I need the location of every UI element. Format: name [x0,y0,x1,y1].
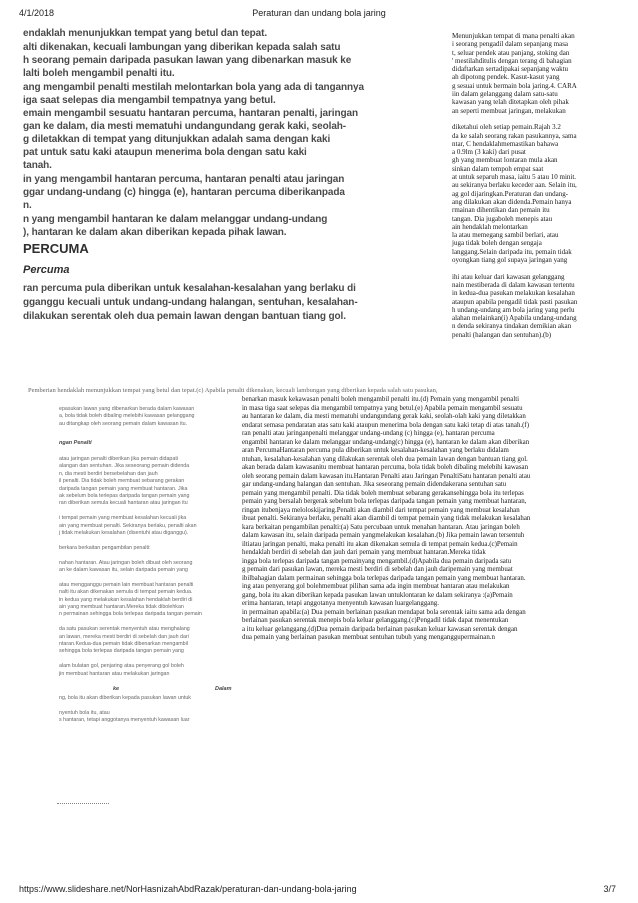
right-column-line [452,115,628,123]
thumbnail-line: ke [113,686,120,692]
right-column-line: nain mestiberada di dalam kawasan tertentu [452,280,575,289]
wide-text-line: in permainan apabila:(a) Dua pemain berlainan pasukan mendapat bola serentak iaitu sama ada dengan [242,608,526,616]
thumbnail-line: in kedua yang melakukan kesalahan hendaklah berdiri di [59,596,193,603]
wide-text-line: benarkan masuk kekawasan penalti boleh mengambil penalti itu.(d) Pemain yang mengambil penalti [242,396,520,403]
slide-line: tanah. [23,160,52,171]
right-column-line: n denda sekiranya tindakan demikian akan [452,322,572,331]
right-column-line: h undang-undang am bola jaring yang perlu [452,305,575,314]
wide-text-line: endarat semasa pendaratan atas satu kaki ataupun menerima bola dengan satu kaki tetap di atas tanah.(f) [242,421,529,429]
hyperlink-underline[interactable] [57,803,109,804]
wide-text-block [242,396,634,641]
right-column-line: g sesuai untuk bermain bola jaring.4. CARA [452,81,577,90]
slide-image-crop [19,28,437,340]
wide-text-line: ibuat penalti. Sekiranya berlaku, penalti akan diambil di tempat pemain yang tidak melakukan kesalahan [242,515,531,522]
right-column-line: alahan melainkan(i) Apabila undang-undang [452,314,577,323]
slide-line: h seorang pemain daripada pasukan lawan yang dibenarkan masuk ke [23,55,352,66]
wide-text-line: aran PercumaHantaran percuma pula diberikan untuk kesalahan-kesalahan yang berlaku didalam [242,447,509,454]
right-column-line: juga tidak boleh dengan sengaja [452,239,542,248]
right-column-line [452,264,628,272]
wide-text-line: ringan itubenjaya meloloskijaring.Penalti akan diambil dari tempat pemain yang membuat kesalahan [242,506,520,514]
right-column-line: ihi atau keluar dari kawasan gelanggang [452,272,565,281]
slide-line: endaklah menunjukkan tempat yang betul dan tepat. [23,28,268,39]
slide-thumbnail [55,396,240,796]
wide-text-line: a itu keluar gelanggang.(d)Dua pemain daripada berlainan pasukan keluar kawasan serentak dengan [242,625,518,633]
slide-line: gan ke dalam, dia mesti mematuhi undangundang gerak kaki, seolah- [23,121,347,132]
slide-line: ang mengambil penalti mestilah melontarkan bola yang ada di tangannya [23,82,364,93]
print-header [0,0,638,20]
slide-line: pat untuk satu kaki ataupun menerima bola dengan satu kaki [23,147,307,158]
wide-text-line: dalam kawasan itu, selain daripada pemain yangmelakukan kesalahan.(b) Jika pemain lawan tersentuh [242,532,525,539]
thumbnail-line: n, dia mesti berdiri bersebelahan dan jauh [59,470,158,477]
right-column-line: t, seluar pendek atau panjang, stoking dan [452,48,570,57]
right-column-line: ' mestilahditulis dengan terang di bahagian [452,56,572,65]
thumbnail-line: ain yang membuat penalti. Sekiranya berlaku, penalti akan [59,522,197,529]
thumbnail-line: epasukan lawan yang dibenarkan berada dalam kawasan [59,406,195,412]
wide-text-line: gar undang-undang halangan dan sentuhan. Jika seseorang pemain didendakerana sentuhan satu [242,481,507,488]
wide-text-line: in masa tiga saat selepas dia mengambil tempatnya yang betul.(e) Apabila pemain mengambil sesuatu [242,404,523,412]
thumbnail-line: atau mengganggu pemain lain membuat hantaran penalti [59,581,194,588]
slide-line: emain mengambil sesuatu hantaran percuma, hantaran penalti, jaringan [23,108,358,119]
wide-text-line: ibilbahagian dalam permainan sehingga bola terlepas daripada tangan pemain yang membuat hantaran. [242,574,526,582]
wide-text-line: pemain yang bersalah bergerak sebelum bola terlepas daripada tangan pemain yang membuat hantaran, [242,498,527,505]
right-column-line: penalti (halangan dan sentuhan).(b) [452,330,552,339]
thumbnail-line: ntaran.Kedua-dua pemain tidak dibenarkan mengambil [59,641,188,647]
wide-text-line: dua pemain yang berlainan pasukan membuat sentuhan tubuh yang menganggupermainan.n [242,634,495,641]
wide-text-line: oleh seorang pemain dalam kawasan itu.Hantaran Penalti atau Jaringan PenaltiSatu hantaran penalti atau [242,472,531,480]
thumbnail-line: ng, bola itu akan diberikan kepada pasukan lawan untuk [59,695,191,701]
slide-heading: PERCUMA [23,241,89,256]
thumbnail-line: il penalti. Dia tidak boleh membuat sebarang gerakan [59,478,185,485]
right-column-line: gh yang membuat lontaran mula akan [452,156,558,165]
right-column-line: diketahui oleh setiap pemain.Rajah 3.2 [452,123,561,132]
print-title: Peraturan dan undang bola jaring [252,8,386,18]
thumbnail-line: ain yang membuat hantaran.Mereka tidak dibolehkan [59,604,184,610]
slide-paragraph-line: ran percuma pula diberikan untuk kesalahan-kesalahan yang berlaku di [23,283,356,294]
wide-text-line: engambil hantaran ke dalam melanggar undang-undang(c) hingga (e), hantaran ke dalam akan diberikan [242,438,530,446]
thumbnail-line: s hantaran, tetapi anggotanya menyentuh kawasan luar [59,717,190,724]
slide-line: alti dikenakan, kecuali lambungan yang diberikan kepada salah satu [23,42,341,53]
right-column-line: au sekiranya berlaku keceder aan. Selain itu, [452,181,577,190]
thumbnail-line: Dalam [215,686,232,692]
right-column-line: ain hendaklah melontarkan [452,222,528,231]
thumbnail-line: da satu pasukan serentak menyentuh atau menghalang [59,626,190,633]
right-column-line: langgang.Selain daripada itu, pemain tidak [452,247,572,256]
right-column-line: an seperti membuat jaringan, melakukan [452,106,566,115]
slide-line: ), hantaran ke dalam akan diberikan kepada pihak lawan. [23,227,287,238]
print-date: 4/1/2018 [19,8,55,18]
slide-line: g diletakkan di tempat yang ditunjukkan adalah sama dengan kaki [23,134,331,145]
slide-line: ggar undang-undang (c) hingga (e), hantaran percuma diberikanpada [23,187,345,198]
right-column-line: kawasan yang telah ditetapkan oleh pihak [452,98,569,107]
thumbnail-line: nalti itu akan dikenakan semula di tempat pemain kedua. [59,589,193,596]
thumbnail-line: jin membuat hantaran atau melakukan jaringan [59,670,170,677]
slide-paragraph-line: dilakukan serentak oleh dua pemain lawan dengan bantuan tiang gol. [23,311,346,322]
right-column-line: at untuk separuh masa, iaitu 5 atau 10 minit. [452,173,577,182]
right-column-line: oyongkan tiang gol supaya jaringan yang [452,256,568,265]
right-column-line: didaftarkan sertadipakai sepanjang waktu [452,65,569,74]
slide-subheading: Percuma [23,264,70,276]
wide-text-line: erima hantaran, tetapi anggotanya menyentuh kawasan luargelanggang. [242,600,439,607]
thumbnail-line: i tempat pemain yang membuat kesalahan kecuali jika [59,515,187,522]
right-column-line: tangan. Dia jugaboleh menepis atau [452,214,553,223]
partial-text-line: Pemberian hendaklah menunjukkan tempat yang betul dan tepat.(c) Apabila penalti dikenakan, kecuali lambungan yang diberikan kepada salah satu pasukan, [28,387,438,394]
wide-text-line: gang, bola itu akan diberikan kepada pasukan lawan untuklontaran ke dalam sekiranya :(a)Pemain [242,591,513,599]
thumbnail-heading: ngan Penalti [59,440,92,446]
right-text-column [452,32,628,392]
right-column-line: sinkan dalam tempoh empat saat [452,164,544,173]
right-column-line: ntar, C hendaklahmemastikan bahawa [452,139,559,148]
right-column-line: Menunjukkan tempat di mana penalti akan [452,32,575,40]
thumbnail-line: an lawan, mereka mesti berdiri di sebelah dan jauh dari [59,633,189,640]
wide-text-line: kara berkaitan pengambilan penalti:(a) Satu percubaan untuk menahan hantaran. Atau jaringan boleh [242,523,520,531]
right-column-line: ag gol dijaringkan.Peraturan dan undang- [452,189,569,198]
wide-text-line: g pemain dari pasukan lawan, mereka mesti berdiri di sebelah dan jauh daripemain yang membuat [242,566,513,573]
wide-text-line: berlainan pasukan serentak menepis bola keluar gelanggang.(c)Pengadil tidak dapat menentukan [242,617,509,624]
right-column-line: la atau memegang sambil berlari, atau [452,231,559,240]
thumbnail-line: nahan hantaran. Atau jaringan boleh dibuat oleh seorang [59,559,193,566]
wide-text-line: ntuhan, kesalahan-kesalahan yang dilakukan serentak oleh dua pemain lawan dengan bantuan tiang gol. [242,455,528,463]
right-column-line: da ke salah seorang rakan pasukannya, sama [452,131,577,140]
wide-text-line: akan berada dalam kawasanitu membuat hantaran percuma, bola tidak boleh dibaling melebihi kawasan [242,464,529,471]
thumbnail-line: a, bola tidak boleh dibaling melebihi kawasan gelanggang [59,413,195,420]
thumbnail-line: atau jaringan penalti diberikan jika pemain didapati [59,456,178,462]
right-column-line: i seorang pengadil dalam sepanjang masa [452,40,569,49]
right-column-line: ataupun apabila pengadil tidak pasti pasukan [452,297,578,306]
thumbnail-line: alam bulatan gol, penjaring atau penyerang gol boleh [59,663,184,670]
wide-text-line: iltiatau jaringan penalti, maka penalti itu akan dikenakan semula di tempat pemain kedua.(c)Pemain [242,540,518,548]
thumbnail-line: nyentuh bola itu, atau [59,709,110,716]
thumbnail-line: daripada tangan pemain yang membuat hantaran. Jika [59,485,188,492]
right-column-line: rmainan dihentikan dan pemain itu [452,206,550,215]
slide-paragraph-line: gganggu kecuali untuk undang-undang halangan, sentuhan, kesalahan- [23,297,358,308]
thumbnail-line: ak sebelum bola terlepas daripada tangan pemain yang [59,493,190,499]
wide-text-line: au hantaran ke dalam, dia mesti mematuhi undangundang gerak kaki, seolah-olah kaki yang diletakkan [242,413,526,420]
wide-text-line: ingga bola terlepas daripada tangan pemainyang mengambil.(d)Apabila dua pemain daripada satu [242,557,512,565]
right-column-line: in kedua-dua pasukan melakukan kesalahan [452,289,575,298]
thumbnail-line: sehingga bola terlepas daripada tangan pemain yang [59,648,184,655]
thumbnail-line: ran diberikan semula kecuali hantaran atau jaringan itu [59,500,188,507]
thumbnail-line: berkara berkaitan pengambilan penalti: [59,544,151,551]
right-column-line: ang dilakukan akan didenda.Pemain hanya [452,197,572,206]
slide-line: n yang mengambil hantaran ke dalam melanggar undang-undang [23,214,328,225]
page-number: 3/7 [603,884,616,894]
print-footer [0,882,638,898]
right-column-line: a 0.9lm (3 kaki) dari pusat [452,148,526,157]
thumbnail-line: au ditangkap oleh seorang pemain dalam kawasan itu. [59,420,188,427]
wide-text-line: ing atau penyerang gol bolehmembuat pilihan sama ada ingin membuat hantaran atau melakukan [242,583,510,590]
right-column-line: iin dalam gelanggang dalam satu-satu [452,90,558,99]
print-url[interactable]: https://www.slideshare.net/NorHasnizahAbdRazak/peraturan-dan-undang-bola-jaring [19,884,357,894]
slide-line: n. [23,200,32,211]
slide-line: in yang mengambil hantaran percuma, hantaran penalti atau jaringan [23,174,345,185]
wide-text-line: ran penalti atau jaringanpenalti melanggar undang-undang (c) hingga (e), hantaran percuma [242,430,495,437]
thumbnail-line: j tidak melakukan kesalahan (disentuhi atau diganggu). [59,530,189,536]
wide-text-line: pemain yang mengambil penalti. Dia tidak boleh membuat sebarang gerakansehingga bola itu terlepas [242,489,524,497]
slide-line: iga saat selepas dia mengambil tempatnya yang betul. [23,95,276,106]
thumbnail-line: n permainan sehingga bola terlepas daripada tangan pemain [59,611,202,618]
thumbnail-line: alangan dan sentuhan. Jika seseorang pemain didenda [59,463,190,470]
wide-text-line: hendaklah berdiri di sebelah dan jauh dari pemain yang membuat hantaran.Mereka tidak [242,549,486,556]
slide-line: lalti boleh mengambil penalti itu. [23,68,175,79]
thumbnail-line: an ke dalam kawasan itu, selain daripada pemain yang [59,567,188,573]
right-column-line: ah dipotong pendek. Kasut-kasut yang [452,73,560,82]
